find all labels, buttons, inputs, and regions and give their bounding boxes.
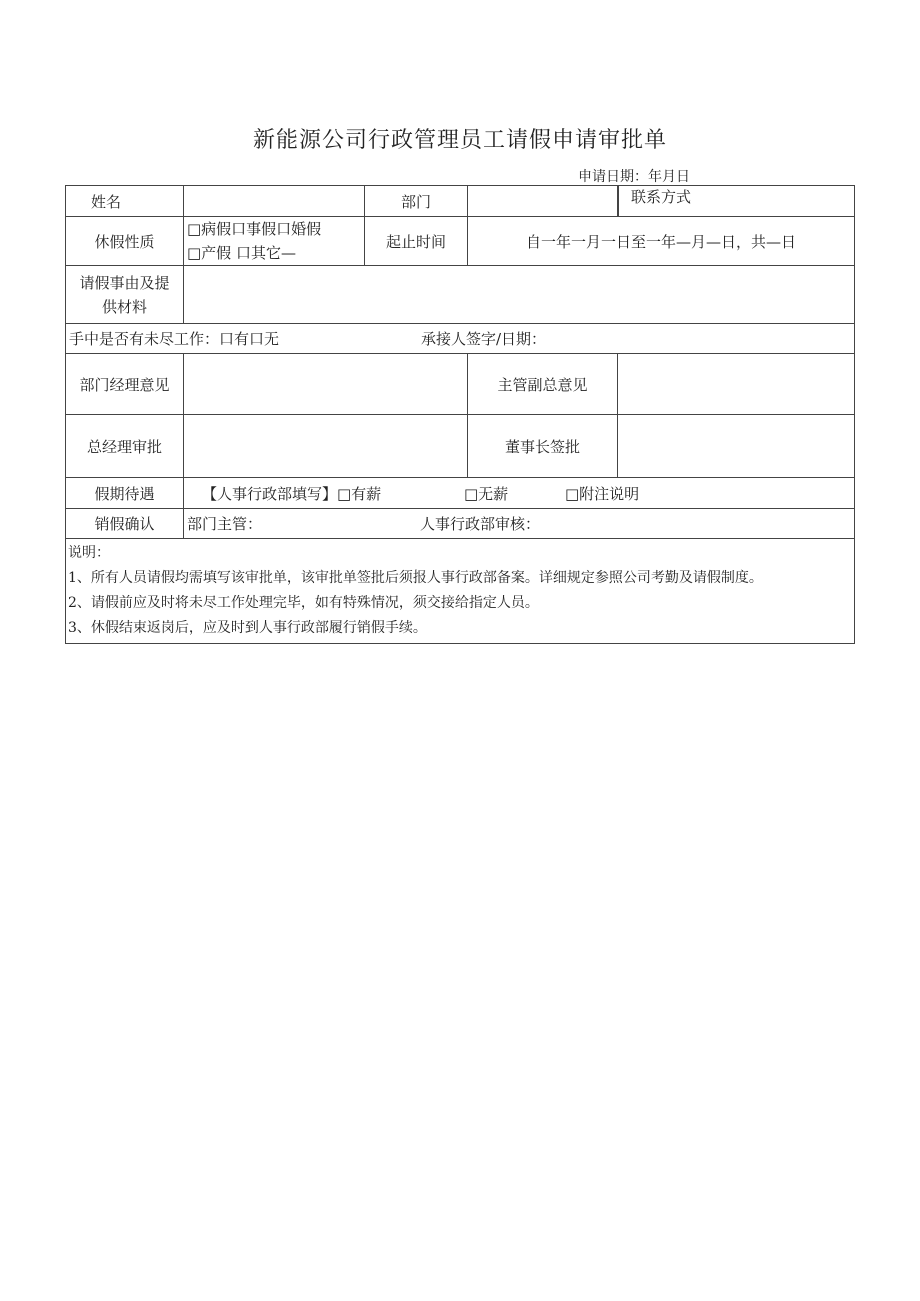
dept-value <box>468 186 617 216</box>
deputy-gm-input[interactable] <box>618 354 855 415</box>
hr-review-signature[interactable]: 人事行政部审核： <box>420 515 541 533</box>
dept-input-cell[interactable] <box>468 186 618 217</box>
row-gm-chairman <box>66 415 855 478</box>
note-option[interactable]: □附注说明 <box>565 484 640 503</box>
row-manager-opinions <box>66 354 855 415</box>
chairman-label: 董事长签批 <box>468 415 618 478</box>
row-cancel-leave <box>66 509 855 539</box>
row-notes <box>66 539 855 644</box>
row-pending-work <box>66 324 855 354</box>
contact-label: 联系方式 <box>631 188 692 206</box>
period-label: 起止时间 <box>365 217 468 266</box>
pending-work-cell[interactable] <box>66 324 855 354</box>
dept-manager-label: 部门经理意见 <box>66 354 184 415</box>
leave-type-line2[interactable]: □产假 口其它— <box>187 244 296 262</box>
unpaid-option[interactable]: □无薪 <box>464 484 509 503</box>
notes-heading: 说明： <box>68 545 110 561</box>
notes-item: 3、休假结束返岗后，应及时到人事行政部履行销假手续。 <box>68 620 427 636</box>
dept-manager-input[interactable] <box>184 354 468 415</box>
pending-work-text[interactable]: 手中是否有未尽工作：口有口无 <box>69 330 280 348</box>
gm-label: 总经理审批 <box>66 415 184 478</box>
pay-options[interactable] <box>184 478 855 509</box>
leave-type-label: 休假性质 <box>66 217 184 266</box>
hr-fill-paid[interactable]: 【人事行政部填写】□有薪 <box>202 484 382 503</box>
name-label: 姓名 <box>66 186 184 217</box>
form-title: 新能源公司行政管理员工请假申请审批单 <box>252 128 667 153</box>
deputy-gm-label: 主管副总意见 <box>468 354 618 415</box>
leave-type-options[interactable] <box>184 217 365 266</box>
leave-approval-table <box>65 185 855 644</box>
notes-cell <box>66 539 855 644</box>
reason-label-line1: 请假事由及提 <box>79 273 170 292</box>
row-reason <box>66 266 855 324</box>
contact-cell[interactable] <box>618 186 855 217</box>
apply-date-label: 申请日期：年月日 <box>578 169 690 185</box>
cancel-label: 销假确认 <box>66 509 184 539</box>
row-name-dept-contact <box>66 186 855 217</box>
handover-signature[interactable]: 承接人签字/日期： <box>421 330 547 348</box>
row-leave-type-period <box>66 217 855 266</box>
notes-item: 1、所有人员请假均需填写该审批单，该审批单签批后须报人事行政部备案。详细规定参照公司考勤及请假制度。 <box>68 570 763 586</box>
gm-input[interactable] <box>184 415 468 478</box>
notes-item: 2、请假前应及时将未尽工作处理完毕，如有特殊情况，须交接给指定人员。 <box>68 595 539 611</box>
dept-label: 部门 <box>365 186 468 217</box>
row-pay <box>66 478 855 509</box>
reason-label-line2: 供材料 <box>101 297 147 316</box>
period-value[interactable]: 自一年一月一日至一年—月—日，共—日 <box>468 217 855 266</box>
name-input-cell[interactable] <box>184 186 365 217</box>
dept-head-signature[interactable]: 部门主管： <box>187 515 263 533</box>
pay-label: 假期待遇 <box>66 478 184 509</box>
cancel-signatures[interactable] <box>184 509 855 539</box>
reason-label <box>66 266 184 324</box>
reason-input-cell[interactable] <box>184 266 855 324</box>
leave-type-line1[interactable]: □病假口事假口婚假 <box>187 220 322 238</box>
chairman-input[interactable] <box>618 415 855 478</box>
